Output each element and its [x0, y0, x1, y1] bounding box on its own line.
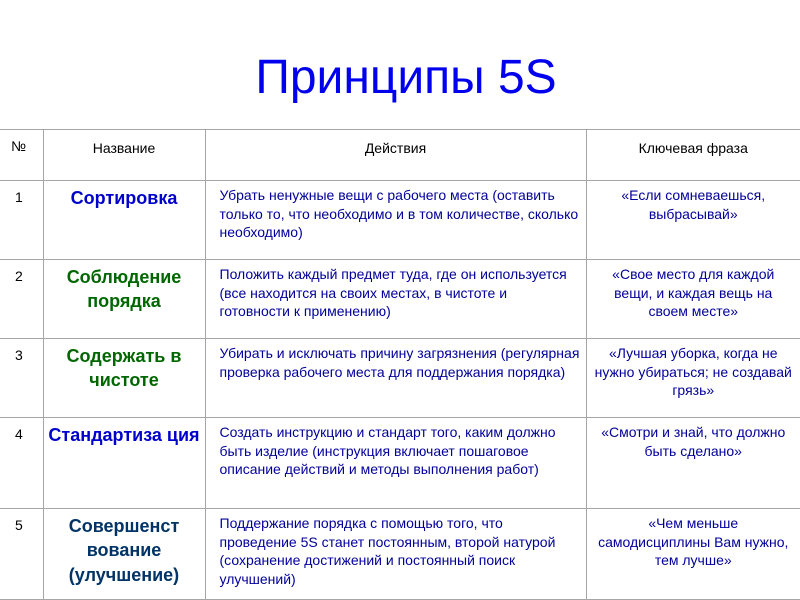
row-name: Стандартиза ция	[43, 418, 205, 509]
row-num: 4	[0, 418, 43, 509]
row-num: 2	[0, 260, 43, 339]
table-row	[0, 260, 800, 339]
principles-table	[0, 129, 800, 600]
page-title: Принципы 5S	[255, 51, 557, 104]
row-phrase: «Смотри и знай, что должно быть сделано»	[586, 418, 800, 509]
table-row	[0, 339, 800, 418]
row-num: 5	[0, 509, 43, 600]
row-phrase: «Чем меньше самодисциплины Вам нужно, тем лучше»	[586, 509, 800, 600]
header-actions-cell	[205, 130, 586, 181]
header-phrase: Ключевая фраза	[638, 140, 748, 156]
header-actions: Действия	[364, 140, 427, 156]
row-actions: Положить каждый предмет туда, где он используется (все находится на своих местах, в чистоте и готовности к применению)	[205, 260, 586, 339]
header-phrase-cell	[586, 130, 800, 181]
row-phrase: «Лучшая уборка, когда не нужно убираться; не создавай грязь»	[586, 339, 800, 418]
row-actions: Убрать ненужные вещи с рабочего места (оставить только то, что необходимо и в том количестве, сколько необходимо)	[205, 181, 586, 260]
row-phrase: «Свое место для каждой вещи, и каждая вещь на своем месте»	[586, 260, 800, 339]
header-name-cell	[43, 130, 205, 181]
row-actions: Поддержание порядка с помощью того, что проведение 5S станет постоянным, второй натурой (сохранение достижений и постоянный поиск улучшений)	[205, 509, 586, 600]
row-num: 3	[0, 339, 43, 418]
row-name: Сортировка	[43, 181, 205, 260]
header-name: Название	[92, 140, 156, 156]
table-row	[0, 509, 800, 600]
row-phrase: «Если сомневаешься, выбрасывай»	[586, 181, 800, 260]
row-name: Содержать в чистоте	[43, 339, 205, 418]
header-num-cell	[0, 130, 43, 181]
header-num: №	[11, 138, 27, 154]
row-actions: Убирать и исключать причину загрязнения (регулярная проверка рабочего места для поддержания порядка)	[205, 339, 586, 418]
row-actions: Создать инструкцию и стандарт того, каким должно быть изделие (инструкция включает пошаговое описание действий и методы выполнения работ)	[205, 418, 586, 509]
table-header-row	[0, 130, 800, 181]
row-name: Совершенст вование (улучшение)	[43, 509, 205, 600]
table-row	[0, 418, 800, 509]
row-name: Соблюдение порядка	[43, 260, 205, 339]
table-row	[0, 181, 800, 260]
row-num: 1	[0, 181, 43, 260]
